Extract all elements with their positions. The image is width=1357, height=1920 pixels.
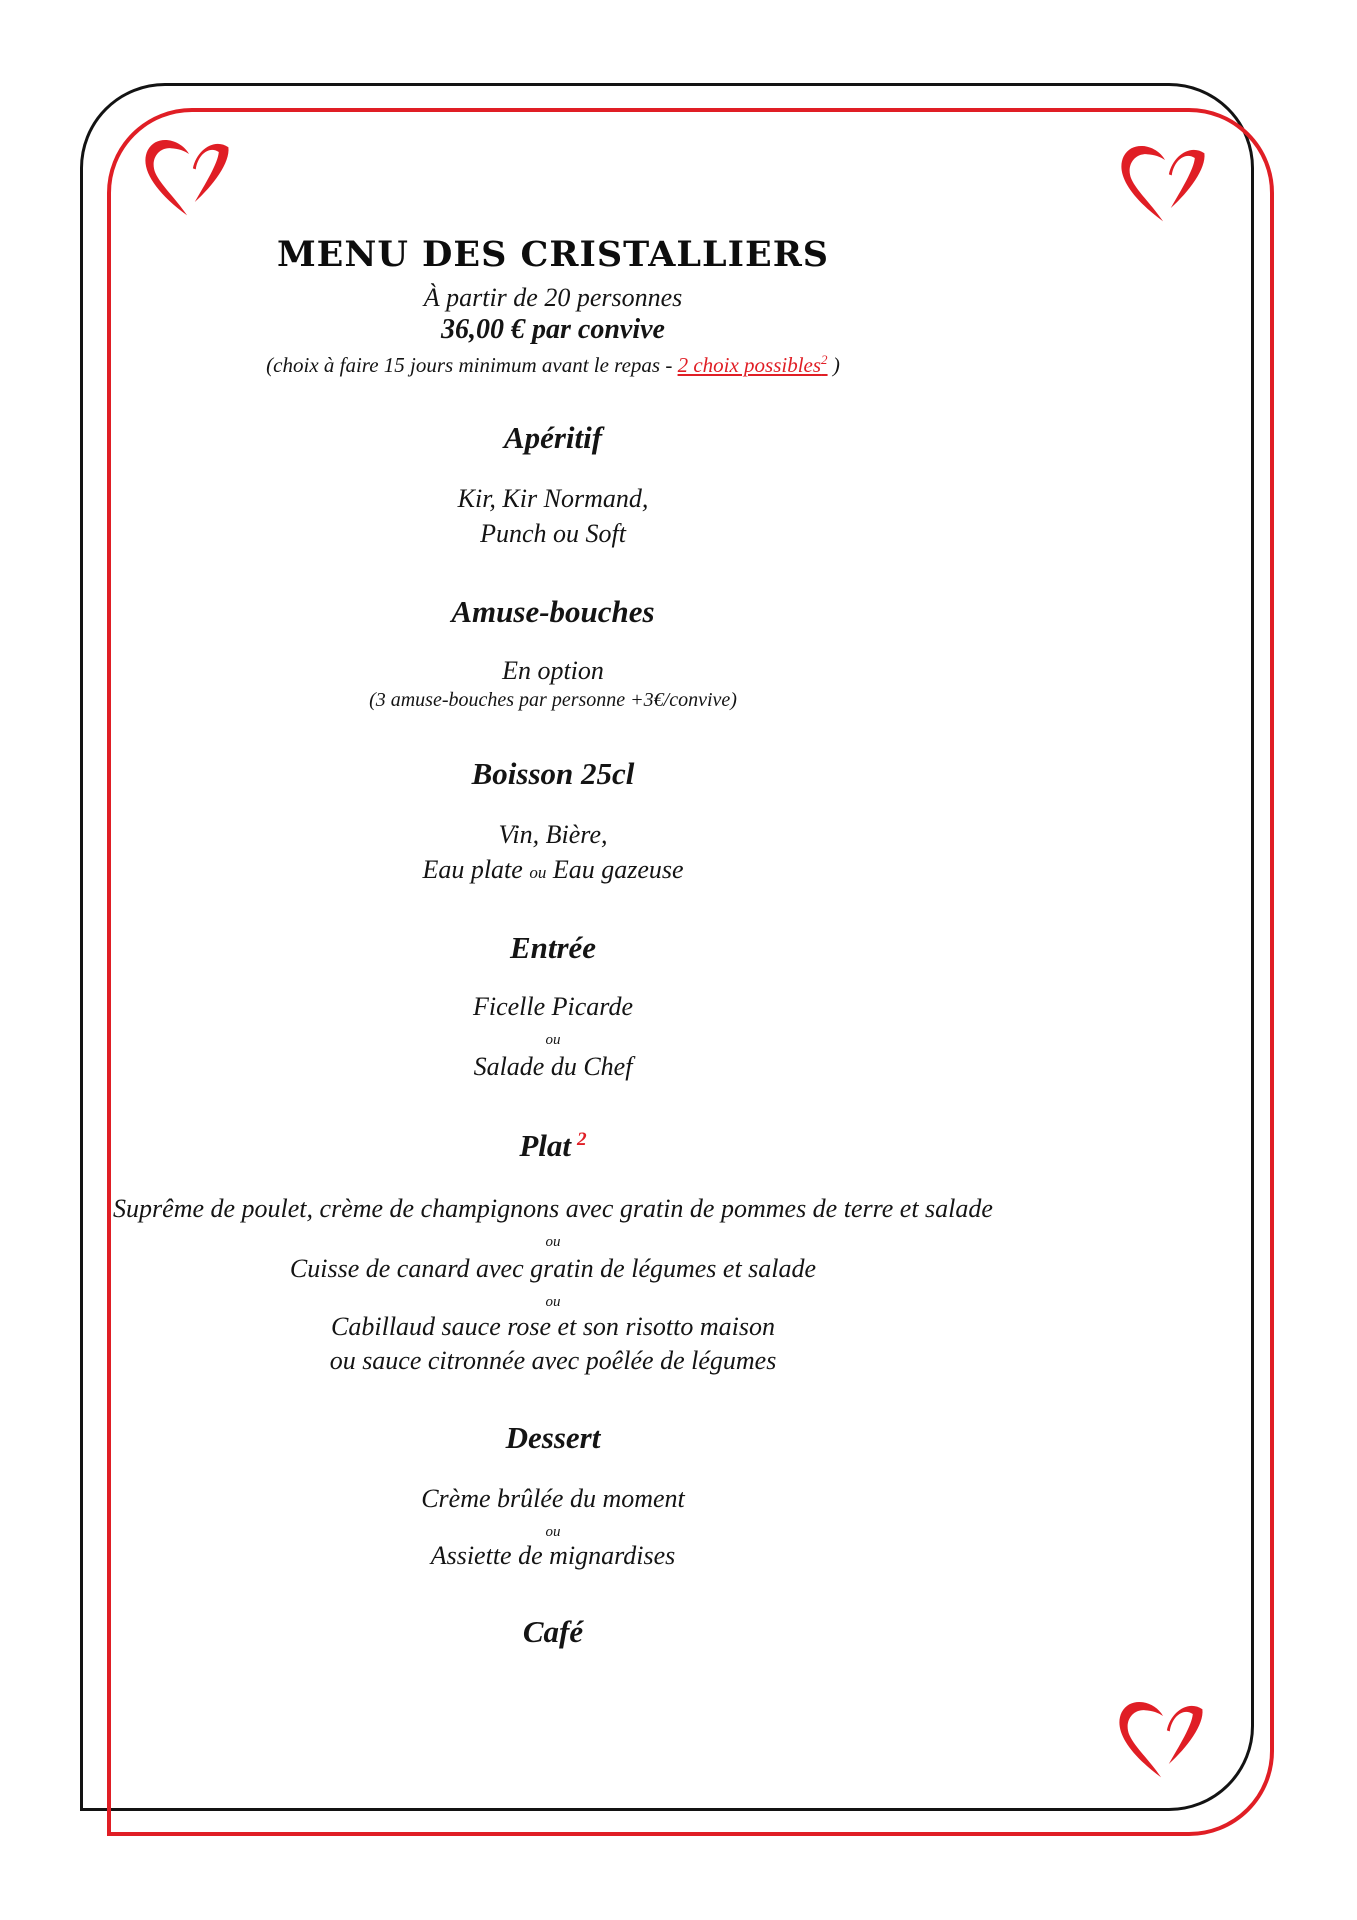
menu-item: ou sauce citronnée avec poêlée de légumes	[329, 1346, 777, 1375]
subtitle-min-persons: À partir de 20 personnes	[423, 283, 683, 312]
ou-connector: ou	[545, 1294, 561, 1310]
choice-note	[0, 352, 1106, 378]
section-heading-cafe: Café	[522, 1614, 584, 1649]
menu-item: Crème brûlée du moment	[421, 1484, 685, 1513]
choice-note-suffix: )	[827, 353, 840, 377]
menu-item: Salade du Chef	[473, 1052, 633, 1081]
menu-item: Eau plate ou Eau gazeuse	[422, 855, 684, 884]
section-heading-boisson: Boisson 25cl	[471, 756, 635, 791]
menu-item: Cuisse de canard avec gratin de légumes et salade	[289, 1254, 817, 1283]
page-title: MENU DES CRISTALLIERS	[276, 234, 830, 275]
ou-connector: ou	[545, 1524, 561, 1540]
section-heading-plat: Plat $^2$	[519, 1128, 587, 1163]
menu-item: Kir, Kir Normand,	[457, 484, 649, 513]
choice-note-superscript: 2	[821, 352, 828, 367]
ou-connector: ou	[545, 1234, 561, 1250]
menu-item: Punch ou Soft	[480, 519, 626, 548]
menu-item: Cabillaud sauce rose et son risotto maison	[331, 1312, 775, 1341]
section-heading-amuse-bouches: Amuse-bouches	[451, 594, 655, 629]
price-per-guest: 36,00 € par convive	[441, 314, 665, 345]
section-heading-entree: Entrée	[509, 930, 597, 965]
heart-icon	[1116, 1694, 1212, 1784]
choice-note-prefix: (choix à faire 15 jours minimum avant le repas -	[266, 353, 678, 377]
menu-item: Assiette de mignardises	[430, 1541, 676, 1570]
menu-item: Suprême de poulet, crème de champignons avec gratin de pommes de terre et salade	[113, 1194, 993, 1223]
section-heading-dessert: Dessert	[505, 1420, 601, 1455]
section-heading-aperitif: Apéritif	[503, 420, 603, 455]
choice-note-link[interactable]: 2 choix possibles$^2$	[677, 352, 828, 377]
plat-superscript: 2	[577, 1128, 587, 1150]
amuse-bouches-note: (3 amuse-bouches par personne +3€/convive)	[369, 689, 737, 711]
menu-item: Vin, Bière,	[498, 820, 608, 849]
menu-item: Ficelle Picarde	[472, 992, 633, 1021]
ou-connector: ou	[529, 863, 547, 882]
menu-item: En option	[502, 656, 604, 685]
ou-connector: ou	[545, 1032, 561, 1048]
heart-icon	[1118, 138, 1214, 228]
